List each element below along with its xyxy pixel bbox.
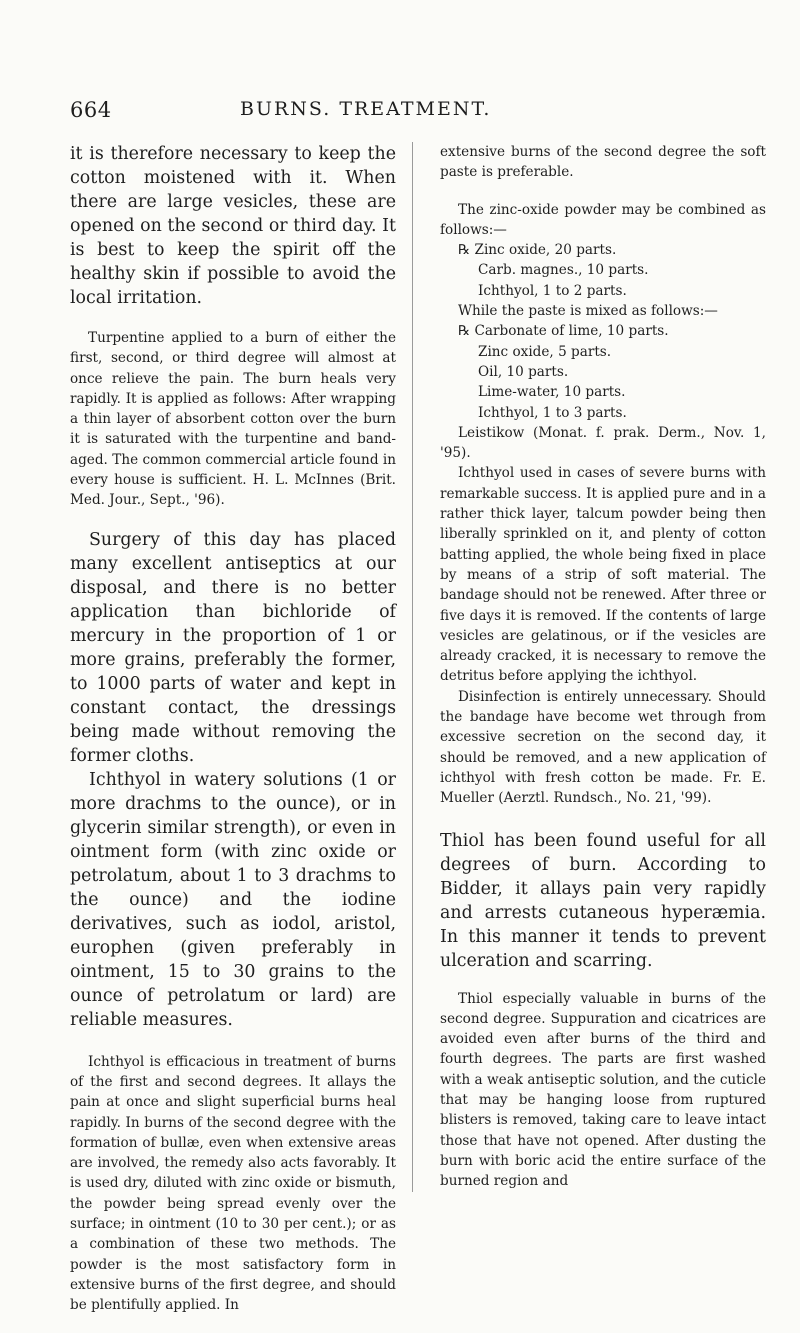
left-column (70, 142, 396, 1333)
running-title: BURNS. TREATMENT. (240, 98, 492, 120)
paragraph-thiol-valuable: Thiol especially valuable in burns of the second degree. Suppuration and cicatrices are avoided even after burns of the third and fourth degrees. The parts are first washed with a weak antiseptic solution, and the cuticle that may be hanging loose from ruptured blisters is removed, taking care to leave intact those that have not opened. After dusting the burn with boric acid the entire surface of the burned region and (440, 990, 766, 1190)
prescription-powder (440, 240, 766, 301)
prescription-paste (440, 321, 766, 422)
right-column (440, 142, 766, 1208)
page-number: 664 (70, 98, 112, 122)
rx-line: Zinc oxide, 5 parts. (478, 343, 612, 360)
paragraph-zinc-oxide-powder: The zinc-oxide powder may be combined as follows:— (440, 201, 766, 238)
citation-leistikow: Leistikow (Monat. f. prak. Derm., Nov. 1, '95). (440, 424, 766, 462)
paragraph-ichthyol-severe: Ichthyol used in cases of severe burns with remarkable success. It is applied pure and in a rather thick layer, talcum powder being then liberally sprinkled on it, and plenty of cotton batting applied, the whole being fixed in place by means of a strip of soft material. The bandage should not be renewed. After three or five days it is removed. If the contents of large vesicles are gelatinous, or if the vesicles are already cracked, it is necessary to remove the detritus before applying the ichthyol. (440, 465, 766, 685)
column-divider (412, 142, 413, 1192)
paragraph-thiol: Thiol has been found useful for all degrees of burn. According to Bidder, it allays pain very rapidly and arrests cutaneous hyperæmia. In this manner it tends to prevent ulceration and scarring. (440, 830, 766, 971)
rx-line: Oil, 10 parts. (478, 363, 569, 380)
rx-line: Carb. magnes., 10 parts. (478, 262, 649, 279)
paragraph-bichloride: Surgery of this day has placed many excellent antiseptics at our disposal, and there is no better application than bichloride of mercury in the proportion of 1 or more grains, preferably the former, to 1000 parts of water and kept in constant contact, the dressings being made without removing the former cloths. (70, 529, 396, 766)
paragraph-paste-mixed: While the paste is mixed as follows:— (458, 303, 718, 320)
paragraph-disinfection: Disinfection is entirely unnecessary. Should the bandage have become wet through from excessive secretion on the second day, it should be removed, and a new application of ichthyol with fresh cotton be made. Fr. E. Mueller (Aerztl. Rundsch., No. 21, '99). (440, 688, 766, 807)
rx-line: ℞ Zinc oxide, 20 parts. (458, 242, 617, 259)
paragraph-turpentine: Turpentine applied to a burn of either the first, second, or third degree will almost at once relieve the pain. The burn heals very rapidly. It is applied as follows: After wrapping a thin layer of absorbent cotton over the burn it is saturated with the turpentine and bandaged. The common commercial article found in every house is sufficient. H. L. McInnes (Brit. Med. Jour., Sept., '96). (70, 330, 396, 509)
paragraph-ichthyol-solutions: Ichthyol in watery solutions (1 or more drachms to the ounce), or in glycerin similar strength), or even in ointment form (with zinc oxide or petrolatum, about 1 to 3 drachms to the ounce) and the iodine derivatives, such as iodol, aristol, europhen (given preferably in ointment, 15 to 30 grains to the ounce of petrolatum or lard) are reliable measures. (70, 769, 396, 1030)
paragraph-cotton-moistened: it is therefore necessary to keep the cotton moistened with it. When there are large vesicles, these are opened on the second or third day. It is best to keep the spirit off the healthy skin if possible to avoid the local irritation. (70, 144, 396, 308)
rx-line: ℞ Carbonate of lime, 10 parts. (458, 323, 669, 340)
rx-line: Ichthyol, 1 to 3 parts. (478, 404, 627, 421)
page-header (70, 98, 730, 128)
rx-line: Lime-water, 10 parts. (478, 384, 626, 401)
rx-line: Ichthyol, 1 to 2 parts. (478, 282, 627, 299)
paragraph-ichthyol-efficacious: Ichthyol is efficacious in treatment of burns of the first and second degrees. It allays the pain at once and slight superficial burns heal rapidly. In burns of the second degree with the formation of bullæ, even when extensive areas are involved, the remedy also acts favorably. It is used dry, diluted with zinc oxide or bismuth, the powder being spread evenly over the surface; in ointment (10 to 30 per cent.); or as a combination of these two methods. The powder is the most satisfactory form in extensive burns of the first degree, and should be plentifully applied. In (70, 1053, 396, 1314)
paragraph-soft-paste: extensive burns of the second degree the soft paste is preferable. (440, 144, 766, 181)
